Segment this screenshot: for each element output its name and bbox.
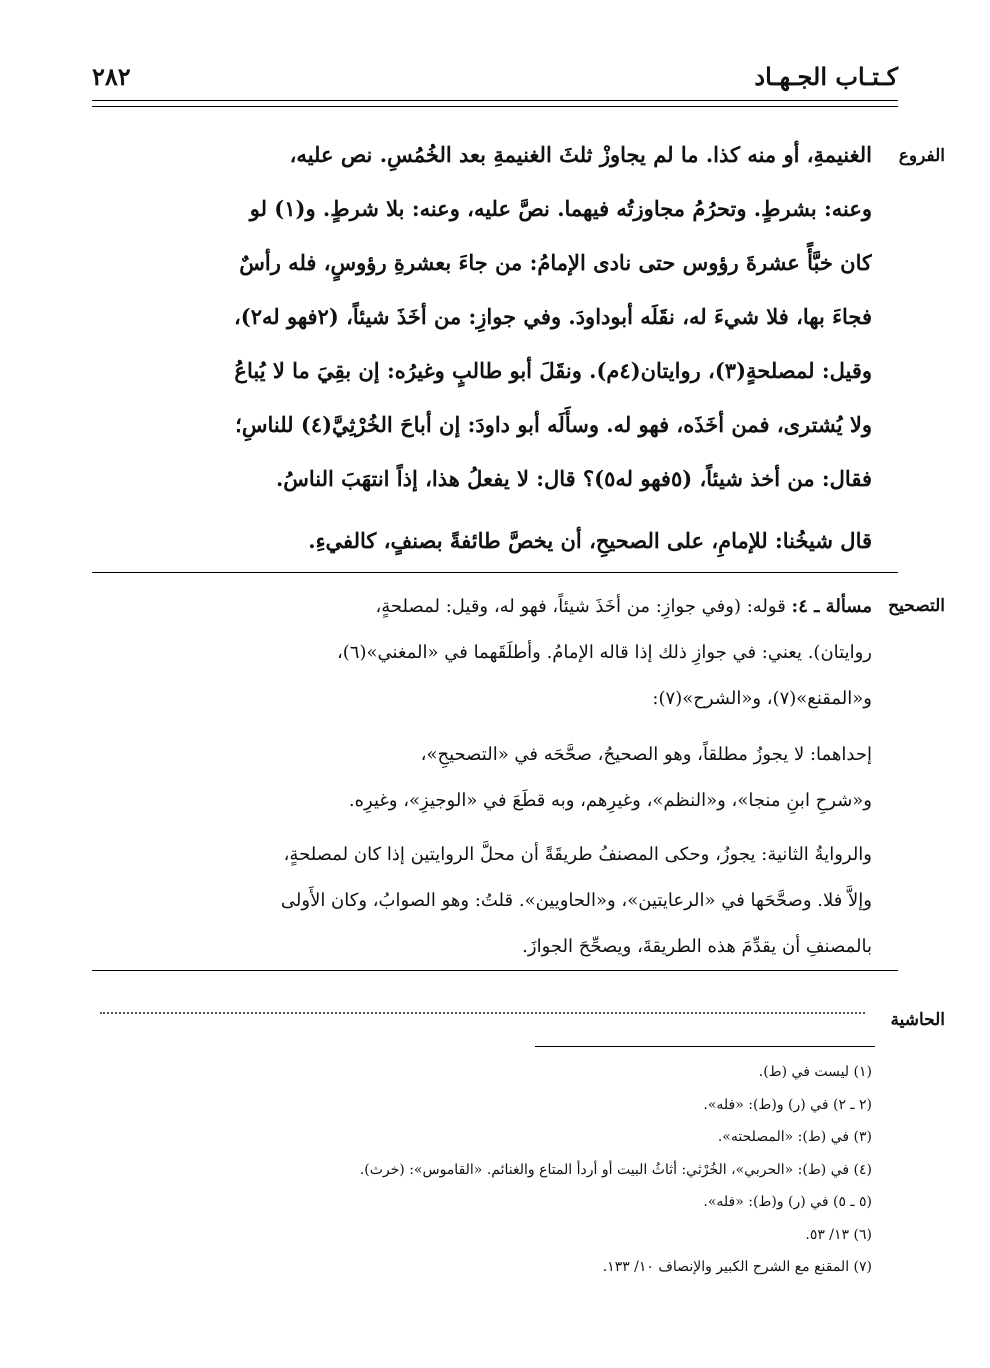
footnotes	[220, 1056, 872, 1284]
hashiya-label: الحاشية	[890, 1010, 945, 1030]
footnote: (٧) المقنع مع الشرح الكبير والإنصاف ١٠/ ١٣٣.	[602, 1259, 872, 1275]
tashih-line: روايتان). يعني: في جوازِ ذلك إذا قاله الإمامُ. وأطلَقَهما في «المغني»(٦)،	[336, 642, 872, 663]
tashih-line: و«المقنع»(٧)، و«الشرح»(٧):	[652, 688, 872, 709]
footnote: (٦) ١٣/ ٥٣.	[805, 1226, 872, 1243]
dotted-separator	[100, 1012, 865, 1014]
furu-text	[100, 128, 872, 568]
tashih-line: وإلاَّ فلا. وصحَّحَها في «الرعايتين»، و«الحاويين». قلتُ: وهو الصوابُ، وكان الأَولى	[280, 890, 872, 911]
furu-line: قال شيخُنا: للإمامِ، على الصحيحِ، أن يخصَّ طائفةً بصنفٍ، كالفيءِ.	[308, 528, 872, 553]
tashih-line: إحداهما: لا يجوزُ مطلقاً، وهو الصحيحُ، صحَّحَه في «التصحيحِ»،	[420, 744, 872, 765]
footnote-rule	[535, 1046, 875, 1047]
tashih-line: بالمصنفِ أن يقدِّمَ هذه الطريقةَ، ويصحِّحَ الجوازَ.	[522, 936, 872, 957]
running-header	[92, 62, 898, 98]
furu-line: فجاءَ بها، فلا شيءَ له، نقَلَه أبوداودَ. وفي جوازِ: من أخَذَ شيئاً، (٢فهو له٢)،	[234, 304, 872, 329]
furu-line: وقيل: لمصلحةٍ(٣)، روايتان(٤م). ونقَلَ أبو طالبٍ وغيرُه: إن بقِيَ ما لا يُباعُ	[234, 358, 872, 383]
tashih-line: والروايةُ الثانية: يجوزُ، وحكى المصنفُ طريقَةً أن محلَّ الروايتين إذا كان لمصلحةٍ،	[283, 844, 872, 865]
section-divider	[92, 572, 898, 573]
footnote: (٣) في (ط): «المصلحته».	[717, 1129, 872, 1145]
furu-line: كان خبَّأً عشرةَ رؤوس حتى نادى الإمامُ: من جاءَ بعشرةِ رؤوسٍ، فله رأسٌ	[239, 250, 872, 275]
tashih-line-text: قوله: (وفي جوازِ: من أخَذَ شيئاً، فهو له، وقيل: لمصلحةٍ،	[375, 596, 786, 617]
page-number: ٢٨٢	[92, 62, 131, 91]
furu-line: وعنه: بشرطٍ. وتحرُمُ مجاوزتُه فيهما. نصَّ عليه، وعنه: بلا شرطٍ. و(١) لو	[249, 196, 872, 221]
furu-line: الغنيمةِ، أو منه كذا. ما لم يجاوزْ ثلثَ الغنيمةِ بعد الخُمُسِ. نص عليه،	[289, 142, 872, 167]
section-divider	[92, 970, 898, 971]
tashih-line: و«شرحِ ابنِ منجا»، و«النظم»، وغيرِهم، وبه قطَعَ في «الوجيزِ»، وغيرِه.	[348, 790, 872, 811]
furu-line: ولا يُشترى، فمن أخَذَه، فهو له. وسأَلَه أبو داودَ: إن أباحَ الخُرْثِيَّ(٤) للناسِ؛	[235, 412, 872, 437]
footnote: (٤) في (ط): «الحربي»، الخُرْثي: أثاثُ البيت أو أردأ المتاع والغنائم. «القاموس»: (خرث).	[359, 1161, 872, 1178]
footnote: (١) ليست في (ط).	[758, 1064, 872, 1080]
furu-label: الفروع	[898, 146, 945, 166]
footnote: (٥ ـ ٥) في (ر) و(ط): «فله».	[703, 1194, 872, 1210]
chapter-title: كـتـاب الجـهـاد	[754, 62, 898, 91]
issue-number: مسألة ـ ٤:	[791, 596, 872, 617]
header-rule-bottom	[92, 106, 898, 107]
header-rule-top	[92, 100, 898, 101]
tashih-text	[100, 584, 872, 970]
tashih-label: التصحيح	[888, 596, 945, 616]
footnote: (٢ ـ ٢) في (ر) و(ط): «فله».	[703, 1096, 872, 1113]
tashih-line	[100, 584, 872, 630]
furu-line: فقال: من أخذ شيئاً، (٥فهو له٥)؟ قال: لا يفعلُ هذا، إذاً انتهَبَ الناسُ.	[275, 466, 872, 491]
